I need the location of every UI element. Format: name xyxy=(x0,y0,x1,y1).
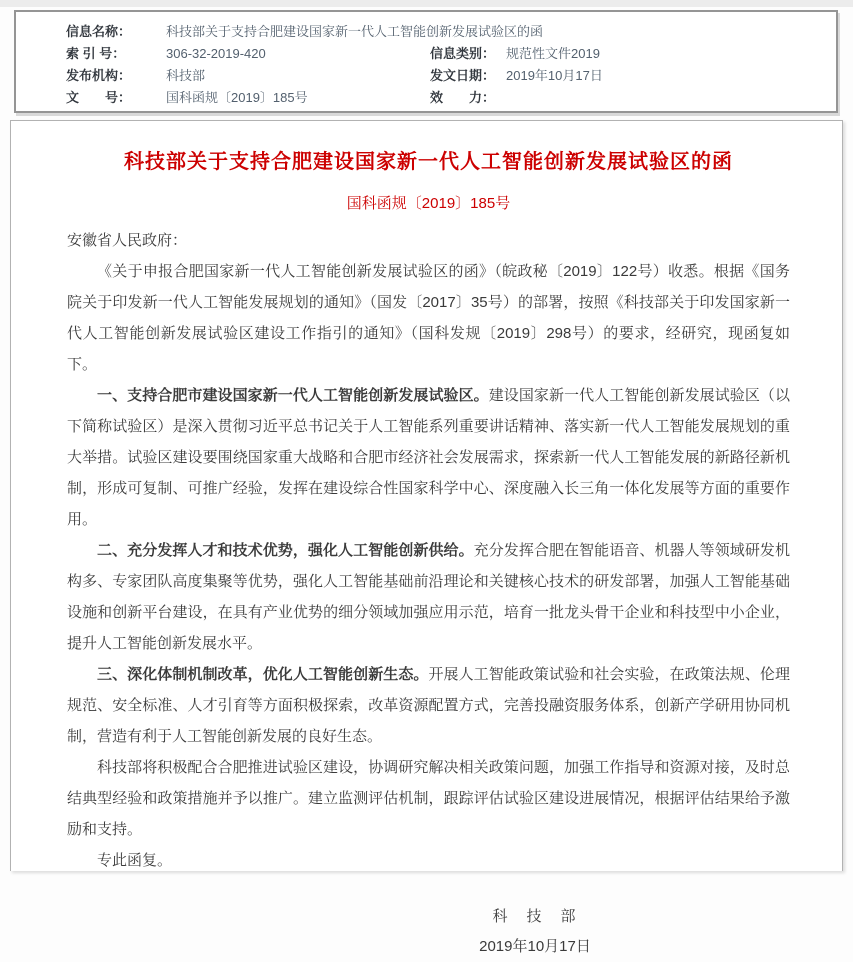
paragraph-lead: 二、充分发挥人才和技术优势，强化人工智能创新供给。 xyxy=(97,542,474,559)
body-paragraph-4 xyxy=(67,752,790,845)
meta-row-agency xyxy=(16,65,836,87)
body-paragraph-2 xyxy=(67,535,790,659)
meta-value-index-number: 306-32-2019-420 xyxy=(166,46,266,61)
paragraph-text: 专此函复。 xyxy=(97,852,173,869)
paragraph-text: 充分发挥合肥在智能语音、机器人等领域研发机构多、专家团队高度集聚等优势，强化人工智能基础前沿理论和关键核心技术的研发部署，加强人工智能基础设施和创新平台建设，在具有产业优势的细分领域加强应用示范，培育一批龙头骨干企业和科技型中小企业，提升人工智能创新发展水平。 xyxy=(67,542,790,652)
meta-value-issuing-agency: 科技部 xyxy=(166,68,206,83)
meta-row-docnumber xyxy=(16,87,836,109)
meta-row-index xyxy=(16,43,836,65)
meta-label-issue-date: 发文日期： xyxy=(430,68,496,83)
signature-agency: 科 技 部 xyxy=(492,908,578,925)
meta-label-info-category: 信息类别： xyxy=(430,46,496,61)
paragraph-text: 《关于申报合肥国家新一代人工智能创新发展试验区的函》（皖政秘〔2019〕122号）收悉。根据《国务院关于印发新一代人工智能发展规划的通知》（国发〔2017〕35号）的部署，按照《科技部关于印发国家新一代人工智能创新发展试验区建设工作指引的通知》（国科发规〔2019〕298号）的要求，经研究，现函复如下。 xyxy=(67,263,790,373)
metadata-panel xyxy=(14,10,838,113)
salutation: 安徽省人民政府： xyxy=(67,232,188,249)
meta-value-document-number: 国科函规〔2019〕185号 xyxy=(166,90,308,105)
body-paragraph-1 xyxy=(67,380,790,535)
document-number: 国科函规〔2019〕185号 xyxy=(346,195,511,212)
meta-value-info-category: 规范性文件2019 xyxy=(506,46,600,61)
closing-line xyxy=(67,845,790,876)
document-panel xyxy=(10,120,843,955)
body-paragraph-intro xyxy=(67,256,790,380)
paragraph-lead: 一、支持合肥市建设国家新一代人工智能创新发展试验区。 xyxy=(97,387,489,404)
meta-label-index-number: 索 引 号： xyxy=(66,46,126,61)
meta-value-info-name: 科技部关于支持合肥建设国家新一代人工智能创新发展试验区的函 xyxy=(166,24,544,39)
paragraph-text: 科技部将积极配合合肥推进试验区建设，协调研究解决相关政策问题，加强工作指导和资源对接，及时总结典型经验和政策措施并予以推广。建立监测评估机制，跟踪评估试验区建设进展情况，根据评估结果给予激励和支持。 xyxy=(67,759,790,838)
meta-label-issuing-agency: 发布机构： xyxy=(66,68,132,83)
paragraph-lead: 三、深化体制机制改革，优化人工智能创新生态。 xyxy=(97,666,429,683)
body-paragraph-3 xyxy=(67,659,790,752)
meta-value-issue-date: 2019年10月17日 xyxy=(506,68,603,83)
top-strip xyxy=(0,0,853,7)
document-body xyxy=(67,225,790,876)
document-title: 科技部关于支持合肥建设国家新一代人工智能创新发展试验区的函 xyxy=(124,151,733,173)
paragraph-text: 开展人工智能政策试验和社会实验，在政策法规、伦理规范、安全标准、人才引育等方面积极探索，改革资源配置方式，完善投融资服务体系，创新产学研用协同机制，营造有利于人工智能创新发展的良好生态。 xyxy=(67,666,790,745)
signature-block xyxy=(420,902,650,962)
meta-label-document-number: 文 号： xyxy=(66,90,132,105)
paragraph-text: 建设国家新一代人工智能创新发展试验区（以下简称试验区）是深入贯彻习近平总书记关于人工智能系列重要讲话精神、落实新一代人工智能发展规划的重大举措。试验区建设要围绕国家重大战略和合肥市经济社会发展需求，探索新一代人工智能发展的新路径新机制，形成可复制、可推广经验，发挥在建设综合性国家科学中心、深度融入长三角一体化发展等方面的重要作用。 xyxy=(67,387,790,528)
signature-date: 2019年10月17日 xyxy=(479,938,591,955)
meta-label-validity: 效 力： xyxy=(430,90,496,105)
meta-label-info-name: 信息名称： xyxy=(66,24,132,39)
meta-row-name xyxy=(16,21,836,43)
